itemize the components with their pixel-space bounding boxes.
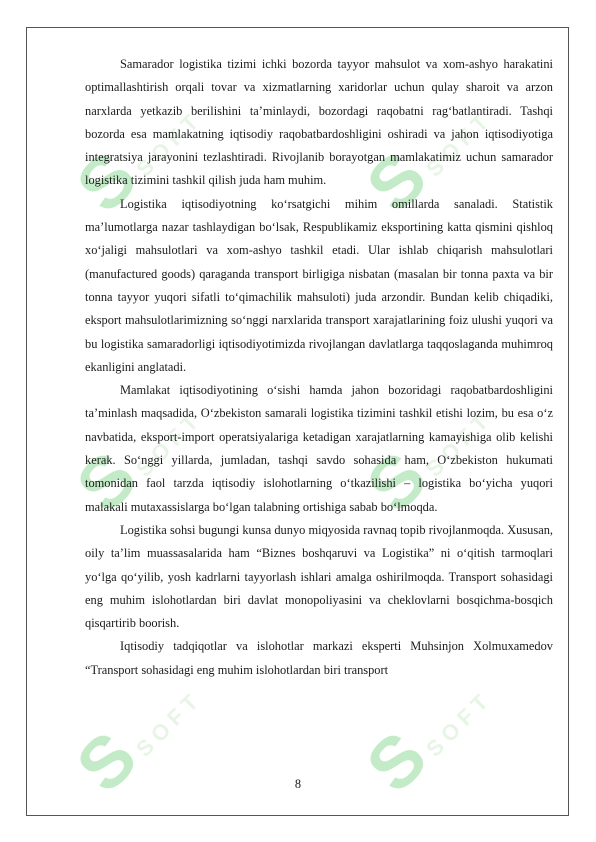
watermark-logo: SSOFT bbox=[61, 405, 208, 528]
watermark-logo: SSOFT bbox=[61, 105, 208, 228]
watermark-logo: SSOFT bbox=[61, 685, 208, 808]
watermark-logo: SSOFT bbox=[351, 685, 498, 808]
watermark-logo: SSOFT bbox=[351, 405, 498, 528]
paragraph: Samarador logistika tizimi ichki bozorda tayyor mahsulot va xom-ashyo harakatini optimallashtirish orqali tovar va xizmatlarning xaridorlar uchun qulay sharoit va arzon narxlarda yetkazib berilishini ta’minlaydi, bozordagi raqobatni rag‘batlantiradi. Tashqi bozorda esa mamlakatning iqtisodiy raqobatbardoshligini oshiradi va jahon iqtisodiyotiga integratsiya jarayonini tezlashtiradi. Rivojlanib borayotgan mamlakatimiz uchun samarador logistika tizimini tashkil qilish juda ham muhim. bbox=[85, 57, 553, 188]
watermark-logo: SSOFT bbox=[351, 105, 498, 228]
paragraph: Iqtisodiy tadqiqotlar va islohotlar markazi eksperti Muhsinjon Xolmuxamedov “Transport sohasidagi eng muhim islohotlardan biri transport bbox=[85, 639, 553, 677]
paragraph: Mamlakat iqtisodiyotining o‘sishi hamda jahon bozoridagi raqobatbardoshligini ta’minlash maqsadida, O‘zbekiston samarali logistika tizimini tashkil etishi lozim, bu esa o‘z navbatida, eksport-import operatsiyalariga ketadigan xarajatlarning kamayishiga olib kelishi kerak. So‘nggi yillarda, jumladan, tashqi savdo sohasida ham, O‘zbekiston hukumati tomonidan faol tarzda iqtisodiy islohotlarning o‘tkazilishi – logistika bo‘yicha yuqori malakali mutaxassislarga bo‘lgan talabning ortishiga sabab bo‘lmoqda. bbox=[85, 383, 553, 514]
page-number: 8 bbox=[294, 777, 302, 791]
document-body bbox=[85, 53, 553, 682]
paragraph: Logistika sohsi bugungi kunsa dunyo miqyosida ravnaq topib rivojlanmoqda. Xususan, oily ta’lim muassasalarida ham “Biznes boshqaruvi va Logistika” ni o‘qitish tarmoqlari yo‘lga qo‘yilib, yosh kadrlarni tayyorlash ishlari amalga oshirilmoqda. Transport sohasidagi eng muhim islohotlardan biri davlat monopoliyasini va cheklovlarni bosqichma-bosqich qisqartirib boorish. bbox=[85, 522, 553, 631]
paragraph: Logistika iqtisodiyotning ko‘rsatgichi mihim omillarda sanaladi. Statistik ma’lumotlarga nazar tashlaydigan bo‘lsak, Respublikamiz eksportining katta qismini qishloq xo‘jaligi mahsulotlari va xom-ashyo tashkil etadi. Ular ishlab chiqarish mahsulotlari (manufactured goods) qaraganda transport birligiga nisbatan (masalan bir tonna paxta va bir tonna tayyor yuqori sifatli to‘qimachilik mahsuloti) juda arzondir. Bundan kelib chiqadiki, eksport mahsulotlarimizning so‘nggi narxlarida transport xarajatlarining foiz ulushi yuqori va bu logistika samaradorligi iqtisodiyotimizda rivojlangan davlatlarga taqqoslaganda muhimroq ekanligini anglatadi. bbox=[85, 196, 553, 374]
